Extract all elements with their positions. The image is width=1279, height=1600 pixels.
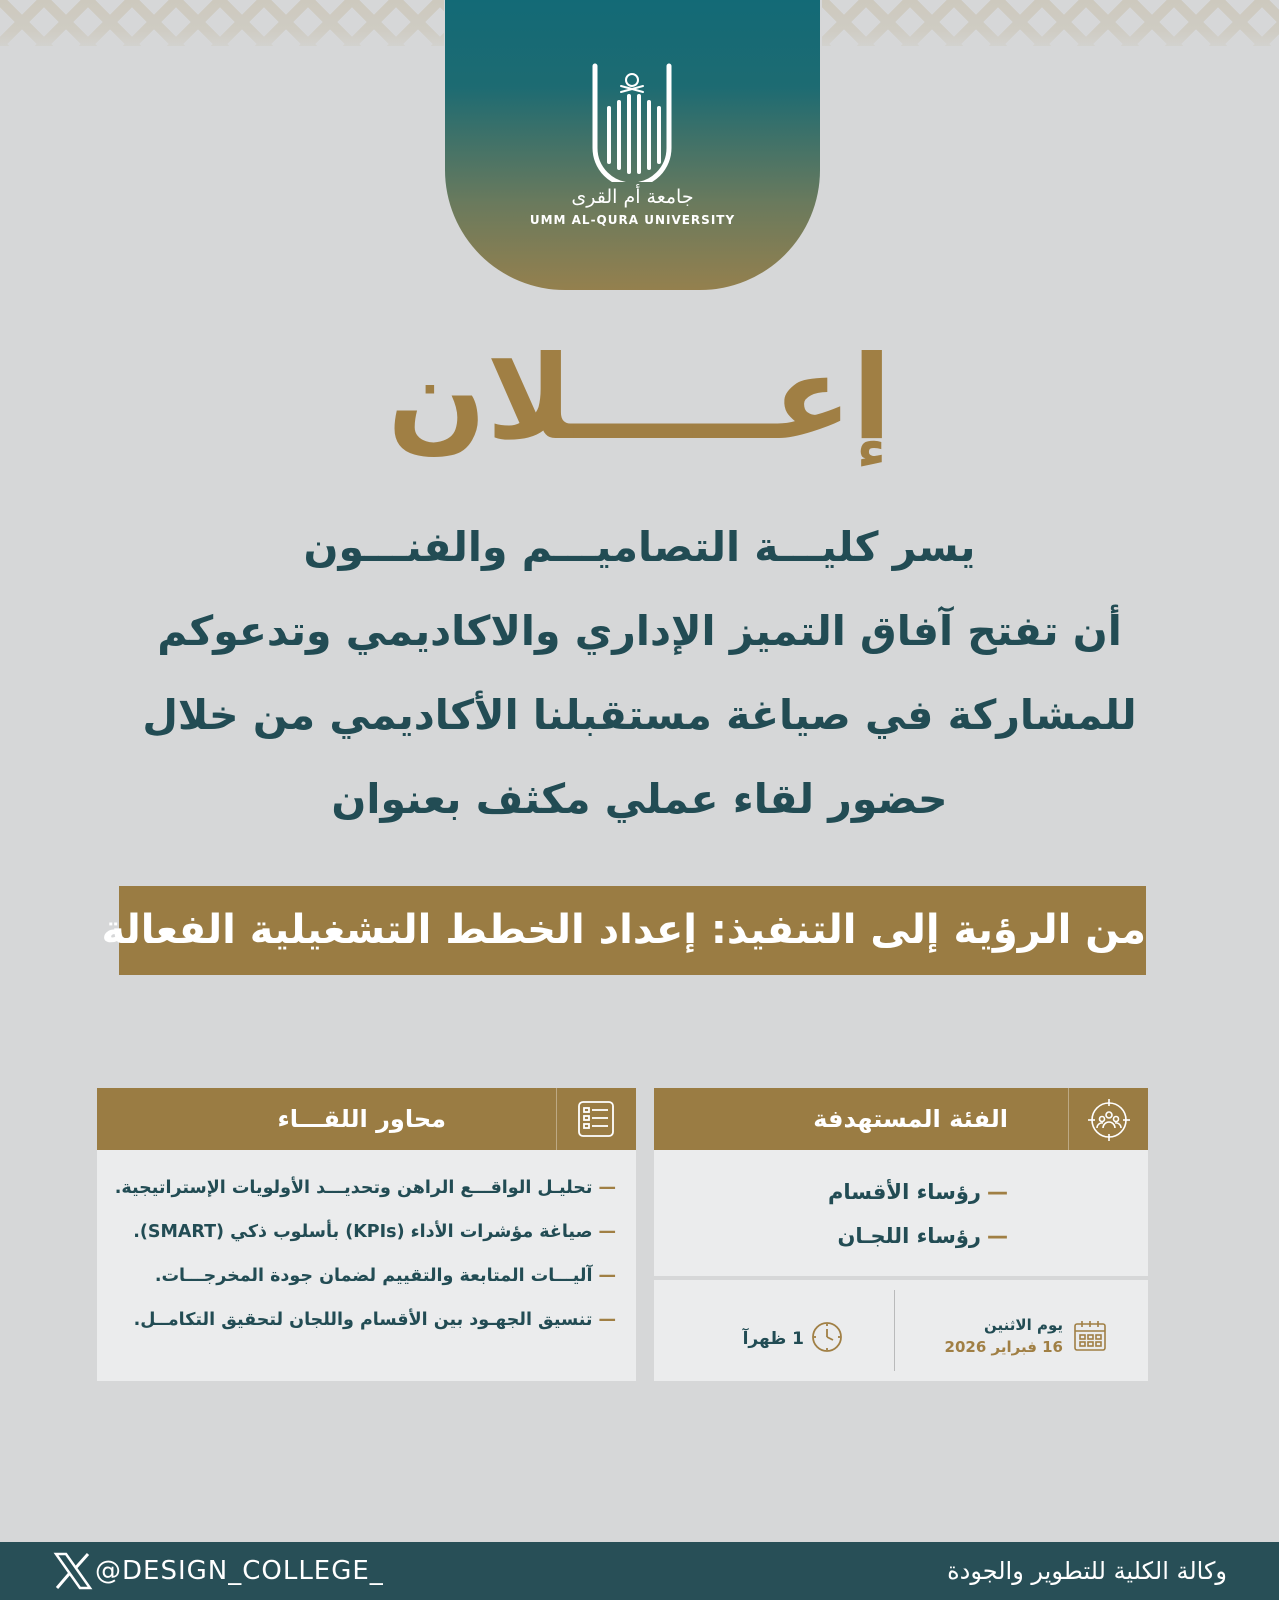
schedule-row (654, 1280, 1148, 1381)
body-line: يسر كليـــة التصاميـــم والفنـــون (303, 523, 976, 571)
day-label: يوم الاثنين (984, 1316, 1063, 1334)
university-logo-panel (445, 0, 820, 290)
target-audience-card (654, 1088, 1148, 1381)
workshop-title-banner: من الرؤية إلى التنفيذ: إعداد الخطط التشغيلية الفعالة (119, 886, 1146, 975)
checklist-icon (575, 1098, 617, 1140)
list-item: —آليـــات المتابعة والتقييم لضمان جودة المخرجـــات. (154, 1266, 616, 1286)
x-logo-icon (52, 1550, 94, 1592)
social-handle[interactable]: @DESIGN_COLLEGE_ (95, 1556, 384, 1586)
announcement-body (100, 505, 1179, 841)
calendar-icon (1072, 1318, 1108, 1354)
list-item: —تنسيق الجهـود بين الأقسام واللجان لتحقيق التكامــل. (133, 1310, 616, 1330)
topics-card (97, 1088, 636, 1381)
audience-icon (1087, 1098, 1131, 1142)
target-card-title: الفئة المستهدفة (813, 1105, 1008, 1133)
topics-card-title: محاور اللقـــاء (277, 1105, 446, 1133)
date-block (944, 1316, 1108, 1366)
body-line: للمشاركة في صياغة مستقبلنا الأكاديمي من خلال (142, 691, 1137, 739)
agency-name: وكالة الكلية للتطوير والجودة (947, 1557, 1227, 1585)
topics-card-header (97, 1088, 636, 1150)
logo-english-text: UMM AL-QURA UNIVERSITY (529, 213, 736, 227)
time-label: 1 ظهرآ (742, 1329, 804, 1349)
university-logo-icon (585, 62, 679, 182)
announcement-title: إعـــــلان (387, 331, 892, 466)
footer-bar (0, 1542, 1279, 1600)
list-item: —رؤساء اللجـان (837, 1224, 1008, 1248)
list-item: —رؤساء الأقسام (828, 1180, 1008, 1204)
body-line: حضور لقاء عملي مكثف بعنوان (331, 775, 948, 823)
logo-arabic-text: جامعة أم القرى (571, 186, 694, 208)
target-list (828, 1180, 1008, 1268)
time-block (734, 1320, 844, 1360)
target-card-header (654, 1088, 1148, 1150)
date-label: 16 فبراير 2026 (944, 1338, 1063, 1356)
list-item: —صياغة مؤشرات الأداء (KPIs) بأسلوب ذكي (SMART). (133, 1222, 616, 1242)
clock-icon (810, 1320, 844, 1354)
topics-list (111, 1176, 616, 1352)
info-separator (894, 1290, 895, 1371)
body-line: أن تفتح آفاق التميز الإداري والاكاديمي وتدعوكم (157, 607, 1122, 655)
list-item: —تحليـل الواقـــع الراهن وتحديـــد الأولويات الإستراتيجية. (114, 1178, 616, 1198)
